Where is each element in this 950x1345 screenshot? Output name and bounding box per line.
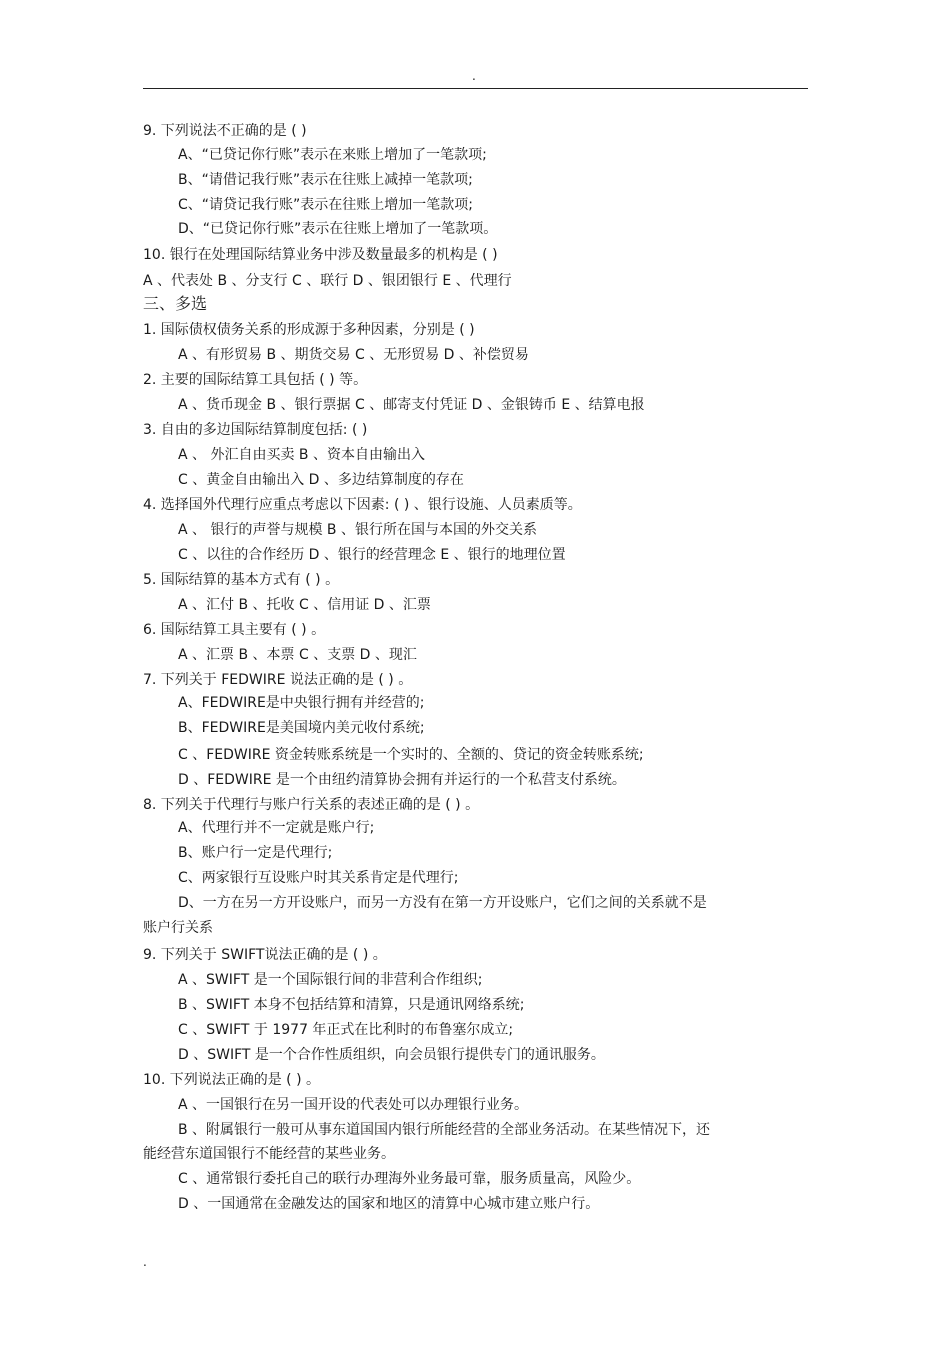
question-8: 8. 下列关于代理行与账户行关系的表述正确的是 ( ) 。 bbox=[143, 797, 480, 813]
option-c: C 、SWIFT 于 1977 年正式在比利时的布鲁塞尔成立; bbox=[178, 1022, 514, 1038]
options-row: A 、汇付 B 、托收 C 、信用证 D 、汇票 bbox=[178, 597, 431, 613]
options-row: A 、代表处 B 、分支行 C 、联行 D 、银团银行 E 、代理行 bbox=[143, 273, 512, 289]
option-a: A、“已贷记你行账”表示在来账上增加了一笔款项; bbox=[178, 147, 487, 163]
question-6: 6. 国际结算工具主要有 ( ) 。 bbox=[143, 622, 326, 638]
options-row: A 、汇票 B 、本票 C 、支票 D 、现汇 bbox=[178, 647, 417, 663]
option-d-continued: 账户行关系 bbox=[143, 920, 213, 936]
option-b: B 、SWIFT 本身不包括结算和清算，只是通讯网络系统; bbox=[178, 997, 525, 1013]
option-d: D 、FEDWIRE 是一个由纽约清算协会拥有并运行的一个私营支付系统。 bbox=[178, 772, 626, 788]
options-row: A 、 外汇自由买卖 B 、资本自由输出入 bbox=[178, 447, 425, 463]
options-row: C 、以往的合作经历 D 、银行的经营理念 E 、银行的地理位置 bbox=[178, 547, 566, 563]
option-a: A 、一国银行在另一国开设的代表处可以办理银行业务。 bbox=[178, 1097, 529, 1113]
options-row: A 、货币现金 B 、银行票据 C 、邮寄支付凭证 D 、金银铸币 E 、结算电报 bbox=[178, 397, 645, 413]
question-7: 7. 下列关于 FEDWIRE 说法正确的是 ( ) 。 bbox=[143, 672, 413, 688]
question-2: 2. 主要的国际结算工具包括 ( ) 等。 bbox=[143, 372, 368, 388]
question-9: 9. 下列关于 SWIFT说法正确的是 ( ) 。 bbox=[143, 947, 387, 963]
option-c: C 、FEDWIRE 资金转账系统是一个实时的、全额的、贷记的资金转账系统; bbox=[178, 747, 644, 763]
question-5: 5. 国际结算的基本方式有 ( ) 。 bbox=[143, 572, 340, 588]
option-b-continued: 能经营东道国银行不能经营的某些业务。 bbox=[143, 1146, 395, 1162]
option-c: C、“请贷记我行账”表示在往账上增加一笔款项; bbox=[178, 197, 473, 213]
question-10: 10. 下列说法正确的是 ( ) 。 bbox=[143, 1072, 320, 1088]
question-9-single: 9. 下列说法不正确的是 ( ) bbox=[143, 123, 307, 139]
option-c: C 、通常银行委托自己的联行办理海外业务最可靠，服务质量高，风险少。 bbox=[178, 1171, 641, 1187]
question-3: 3. 自由的多边国际结算制度包括: ( ) bbox=[143, 422, 368, 438]
option-b: B、账户行一定是代理行; bbox=[178, 845, 333, 861]
header-rule bbox=[143, 88, 808, 89]
header-mark: . bbox=[472, 69, 476, 83]
footer-mark: . bbox=[143, 1255, 147, 1269]
section-heading: 三、多选 bbox=[143, 294, 208, 313]
question-1: 1. 国际债权债务关系的形成源于多种因素，分别是 ( ) bbox=[143, 322, 475, 338]
option-b: B、FEDWIRE是美国境内美元收付系统; bbox=[178, 720, 425, 736]
option-d: D 、一国通常在金融发达的国家和地区的清算中心城市建立账户行。 bbox=[178, 1196, 600, 1212]
option-d: D、一方在另一方开设账户，而另一方没有在第一方开设账户，它们之间的关系就不是 bbox=[178, 895, 707, 911]
question-4: 4. 选择国外代理行应重点考虑以下因素: ( ) 、银行设施、人员素质等。 bbox=[143, 497, 582, 513]
question-10-single: 10. 银行在处理国际结算业务中涉及数量最多的机构是 ( ) bbox=[143, 247, 498, 263]
option-d: D 、SWIFT 是一个合作性质组织，向会员银行提供专门的通讯服务。 bbox=[178, 1047, 605, 1063]
option-a: A、代理行并不一定就是账户行; bbox=[178, 820, 375, 836]
options-row: C 、黄金自由输出入 D 、多边结算制度的存在 bbox=[178, 472, 464, 488]
option-c: C、两家银行互设账户时其关系肯定是代理行; bbox=[178, 870, 459, 886]
options-row: A 、 银行的声誉与规模 B 、银行所在国与本国的外交关系 bbox=[178, 522, 537, 538]
option-a: A 、SWIFT 是一个国际银行间的非营利合作组织; bbox=[178, 972, 483, 988]
options-row: A 、有形贸易 B 、期货交易 C 、无形贸易 D 、补偿贸易 bbox=[178, 347, 529, 363]
option-a: A、FEDWIRE是中央银行拥有并经营的; bbox=[178, 695, 425, 711]
option-b: B、“请借记我行账”表示在往账上减掉一笔款项; bbox=[178, 172, 473, 188]
option-d: D、“已贷记你行账”表示在往账上增加了一笔款项。 bbox=[178, 221, 498, 237]
option-b: B 、附属银行一般可从事东道国国内银行所能经营的全部业务活动。在某些情况下，还 bbox=[178, 1122, 711, 1138]
